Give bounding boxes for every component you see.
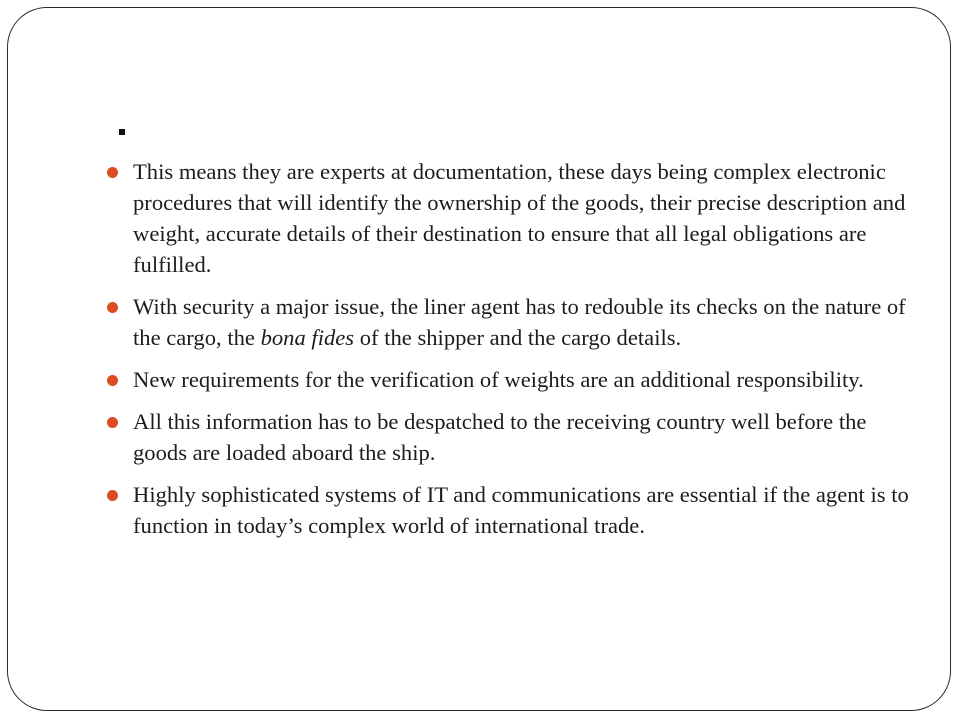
bona-fides-italic: bona fides [260, 325, 355, 350]
bullet-text: All this information has to be despatched to the receiving country well before the goods are loaded aboard the ship. [133, 409, 867, 465]
bullet-dot-icon [107, 167, 118, 178]
stray-bullet-mark [119, 129, 125, 135]
bullet-dot-icon [107, 417, 118, 428]
bullet-item-despatch [105, 406, 915, 468]
bullet-dot-icon [107, 302, 118, 313]
bullet-dot-icon [107, 490, 118, 501]
bullet-item-weights [105, 364, 915, 395]
bullet-list [105, 156, 915, 552]
bullet-text: Highly sophisticated systems of IT and communications are essential if the agent is to function in today’s complex world of international trade. [133, 482, 909, 538]
bullet-text: New requirements for the verification of weights are an additional responsibility. [133, 367, 864, 392]
bullet-item-it-systems [105, 479, 915, 541]
bullet-item-security [105, 291, 915, 353]
bullet-text: This means they are experts at documentation, these days being complex electronic procedures that will identify the ownership of the goods, their precise description and weight, accurate details of their destination to ensure that all legal obligations are fulfilled. [133, 159, 906, 277]
bullet-dot-icon [107, 375, 118, 386]
bullet-text: With security a major issue, the liner agent has to redouble its checks on the nature of the cargo, the bona fides of the shipper and the cargo details. [133, 294, 906, 350]
bullet-item-documentation [105, 156, 915, 280]
